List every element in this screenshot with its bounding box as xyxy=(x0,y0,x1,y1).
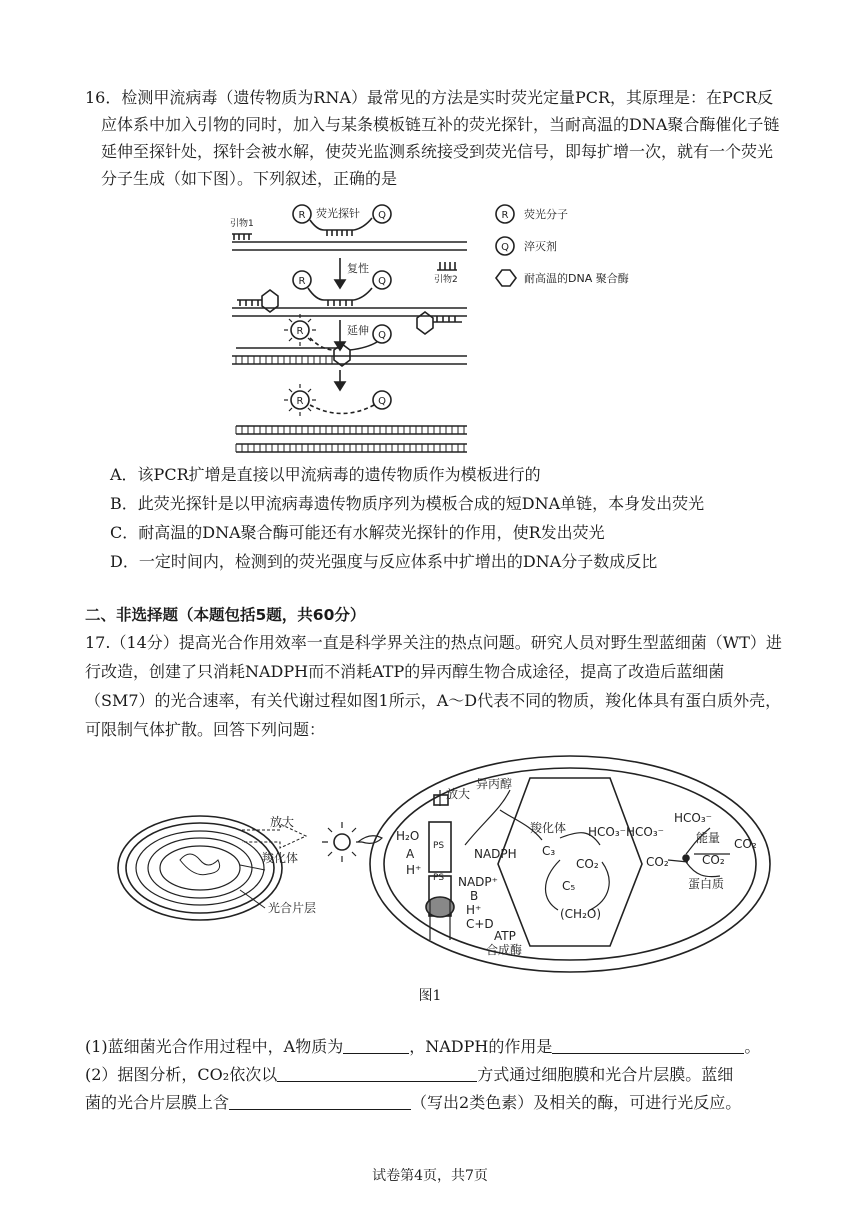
label-h2: H⁺ xyxy=(466,903,482,917)
label-atp-enzyme: 合成酶 xyxy=(486,943,523,957)
question-16-options xyxy=(110,460,810,576)
question-17-sub2 xyxy=(85,1061,785,1089)
label-ps2: PS xyxy=(433,873,445,883)
sub1-text-b: ，NADPH的作用是 xyxy=(409,1037,553,1056)
label-fangda-2: 放大 xyxy=(446,787,471,801)
label-nadph: NADPH xyxy=(474,847,517,861)
label-anneal: 复性 xyxy=(347,262,369,275)
label-co2-3: CO₂ xyxy=(702,853,725,867)
label-probe: 荧光探针 xyxy=(316,207,360,220)
label-hco3-2: HCO₃⁻ xyxy=(626,825,664,839)
section-title: 二、非选择题（本题包括5题，共60分） xyxy=(85,606,366,624)
figure-caption: 图1 xyxy=(418,988,442,1004)
answer-blank-2[interactable] xyxy=(552,1035,744,1054)
option-a: A．该PCR扩增是直接以甲流病毒的遗传物质作为模板进行的 xyxy=(110,465,541,484)
sub2-text-d: （写出2类色素）及相关的酶，可进行光反应。 xyxy=(411,1093,742,1112)
question-16 xyxy=(85,84,785,192)
question-17-sub1 xyxy=(85,1033,785,1061)
label-nengliang: 能量 xyxy=(696,831,721,845)
r-molecule-3: R xyxy=(296,326,304,337)
cyanobacteria-figure xyxy=(90,750,780,978)
label-extend: 延伸 xyxy=(347,324,369,337)
question-17-stem: 17.（14分）提高光合作用效率一直是科学界关注的热点问题。研究人员对野生型蓝细菌（WT）进行改造，创建了只消耗NADPH而不消耗ATP的异丙醇生物合成途径，提高了改造后蓝细菌（SM7）的光合速率，有关代谢过程如图1所示，A～D代表不同的物质，羧化体具有蛋白质外壳，可限制气体扩散。回答下列问题： xyxy=(85,633,782,739)
label-co2-1: CO₂ xyxy=(576,857,599,871)
q-molecule-3: Q xyxy=(378,330,386,341)
option-d: D．一定时间内，检测到的荧光强度与反应体系中扩增出的DNA分子数成反比 xyxy=(110,552,658,571)
answer-blank-3[interactable] xyxy=(277,1063,477,1082)
label-suohuati-1: 羧化体 xyxy=(262,851,299,865)
label-co2-4: CO₂ xyxy=(734,837,757,851)
label-c5: C₅ xyxy=(562,879,576,893)
label-suohuati-2: 羧化体 xyxy=(530,821,567,835)
label-nadp: NADP⁺ xyxy=(458,875,498,889)
r-molecule-4: R xyxy=(296,396,304,407)
sub1-text-c: 。 xyxy=(744,1037,761,1056)
label-ps1: PS xyxy=(433,841,445,851)
r-molecule-2: R xyxy=(298,276,306,287)
sub2-text-a: (2）据图分析，CO₂依次以 xyxy=(85,1065,278,1084)
q-molecule-1: Q xyxy=(378,210,386,221)
answer-blank-1[interactable] xyxy=(343,1035,409,1054)
option-b: B．此荧光探针是以甲流病毒遗传物质序列为模板合成的短DNA单链，本身发出荧光 xyxy=(110,494,705,513)
label-c3: C₃ xyxy=(542,844,556,858)
pcr-probe-figure xyxy=(222,200,652,460)
label-h: H⁺ xyxy=(406,863,422,877)
label-co2-2: CO₂ xyxy=(646,855,669,869)
label-cd: C+D xyxy=(466,917,494,931)
label-hco3-1: HCO₃⁻ xyxy=(588,825,626,839)
answer-blank-4[interactable] xyxy=(229,1091,411,1110)
option-c: C．耐高温的DNA聚合酶可能还有水解荧光探针的作用，使R发出荧光 xyxy=(110,523,605,542)
label-guanghe: 光合片层 xyxy=(268,901,317,915)
label-ch2o: (CH₂O) xyxy=(560,907,602,921)
label-b: B xyxy=(470,889,479,903)
q-molecule-4: Q xyxy=(378,396,386,407)
label-yibingchun: 异丙醇 xyxy=(476,777,513,791)
label-danbai: 蛋白质 xyxy=(688,877,725,891)
question-16-stem: 16．检测甲流病毒（遗传物质为RNA）最常见的方法是实时荧光定量PCR，其原理是：在PCR反应体系中加入引物的同时，加入与某条模板链互补的荧光探针，当耐高温的DNA聚合酶催化子链延伸至探针处，探针会被水解，使荧光监测系统接受到荧光信号，即每扩增一次，就有一个荧光分子生成（如下图）。下列叙述，正确的是 xyxy=(85,88,780,188)
label-h2o: H₂O xyxy=(396,829,420,843)
label-hco3-3: HCO₃⁻ xyxy=(674,811,712,825)
label-primer1: 引物1 xyxy=(230,219,254,229)
q-molecule-2: Q xyxy=(378,276,386,287)
sub2-text-b: 方式通过细胞膜和光合片层膜。蓝细 xyxy=(477,1065,734,1084)
legend-q-symbol: Q xyxy=(501,242,509,253)
sub1-text-a: (1)蓝细菌光合作用过程中，A物质为 xyxy=(85,1037,344,1056)
label-a: A xyxy=(406,847,415,861)
label-primer2: 引物2 xyxy=(434,275,458,285)
legend-r-symbol: R xyxy=(501,210,509,221)
r-molecule-1: R xyxy=(298,210,306,221)
question-17-sub2-cont xyxy=(85,1089,785,1117)
page-footer: 试卷第4页，共7页 xyxy=(372,1168,488,1184)
label-fangda-1: 放大 xyxy=(270,815,295,829)
sub2-text-c: 菌的光合片层膜上含 xyxy=(85,1093,230,1112)
legend-polymerase: 耐高温的DNA 聚合酶 xyxy=(524,272,629,285)
legend-quencher: 淬灭剂 xyxy=(524,240,557,253)
label-atp: ATP xyxy=(494,929,516,943)
legend-fluorescent: 荧光分子 xyxy=(524,208,568,221)
